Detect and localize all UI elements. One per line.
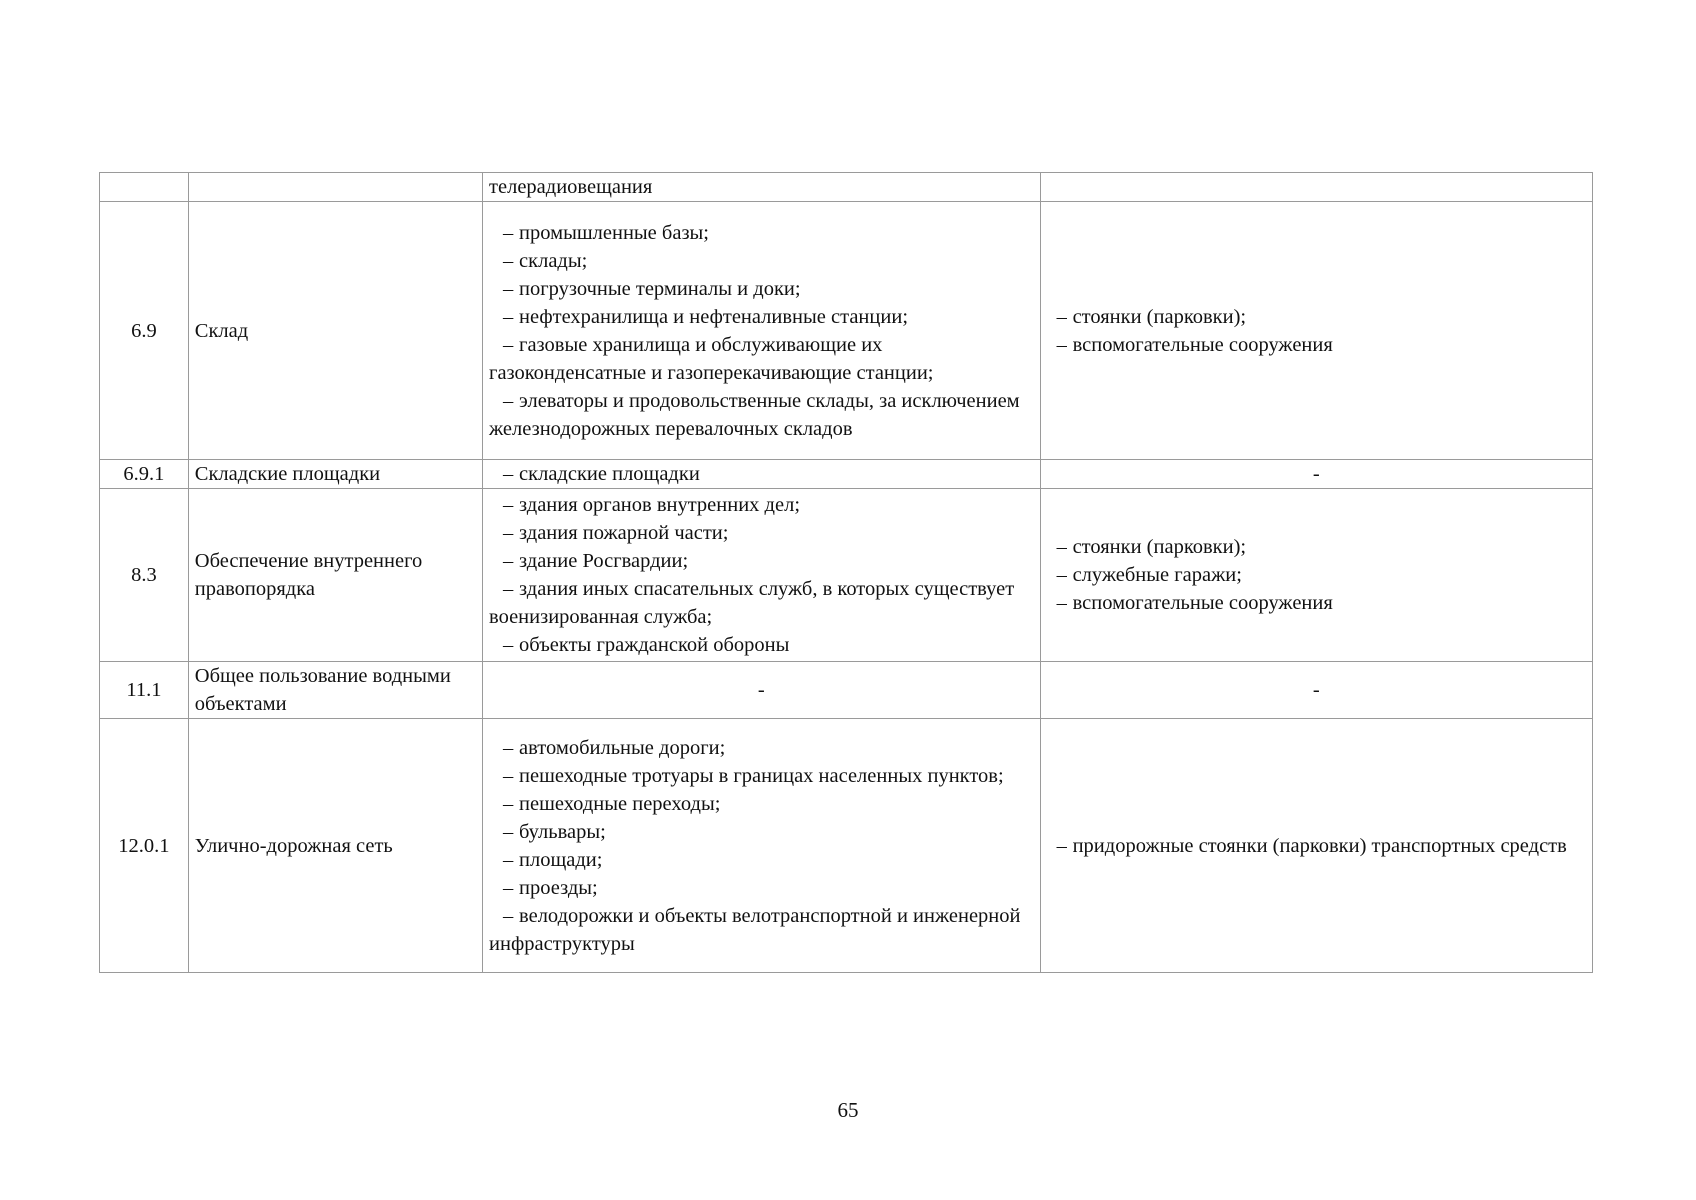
main-uses-cell: телерадиовещания [483,173,1041,202]
code-cell: 8.3 [100,489,189,662]
main-uses-cell: - [483,662,1041,719]
main-uses-cell [483,719,1041,973]
aux-uses-cell [1040,719,1592,973]
list-item: – погрузочные терминалы и доки; [503,277,801,300]
list-item: – велодорожки и объекты велотранспортной и инженерной инфраструктуры [489,904,1021,955]
main-uses-list [489,491,1034,659]
aux-uses-cell [1040,202,1592,460]
main-uses-cell [483,460,1041,489]
list-item: – нефтехранилища и нефтеналивные станции; [503,305,909,328]
table-row [100,719,1593,973]
list-item: – здания пожарной части; [503,522,729,544]
list-item: – газовые хранилища и обслуживающие их газоконденсатные и газоперекачивающие станции; [489,333,934,384]
aux-uses-cell [1040,489,1592,662]
list-item: – склады; [503,249,588,272]
list-item: – промышленные базы; [503,221,710,244]
name-cell: Обеспечение внутреннего правопорядка [188,489,482,662]
list-item: – вспомогательные сооружения [1056,333,1333,356]
list-item: – складские площадки [503,463,700,485]
code-cell: 11.1 [100,662,189,719]
list-item: – вспомогательные сооружения [1056,592,1333,614]
aux-uses-cell: - [1040,662,1592,719]
list-item: – проезды; [503,876,598,899]
list-item: – здания органов внутренних дел; [503,494,801,516]
list-item: – элеваторы и продовольственные склады, за исключением железнодорожных перевалочных складов [489,389,1020,440]
list-item: – площади; [503,848,603,871]
main-uses-list [489,734,1034,958]
name-cell: Складские площадки [188,460,482,489]
code-cell: 12.0.1 [100,719,189,973]
table-row [100,662,1593,719]
list-item: – автомобильные дороги; [503,736,726,759]
main-uses-cell [483,202,1041,460]
name-cell: Общее пользование водными объектами [188,662,482,719]
list-item: – объекты гражданской обороны [503,634,790,656]
list-item: – служебные гаражи; [1056,564,1242,586]
list-item: – пешеходные переходы; [503,792,721,815]
list-item: – бульвары; [503,820,606,843]
aux-uses-list [1047,303,1586,359]
main-uses-cell [483,489,1041,662]
list-item: – здания иных спасательных служб, в которых существует военизированная служба; [489,578,1015,628]
list-item: – стоянки (парковки); [1056,305,1247,328]
aux-uses-cell: - [1040,460,1592,489]
aux-uses-list [1047,832,1586,860]
aux-uses-cell [1040,173,1592,202]
list-item: – пешеходные тротуары в границах населенных пунктов; [503,764,1004,787]
name-cell: Склад [188,202,482,460]
name-cell [188,173,482,202]
main-uses-list [489,219,1034,443]
list-item: – стоянки (парковки); [1056,536,1247,558]
main-uses-list [489,460,1034,488]
table-row [100,489,1593,662]
table-row [100,460,1593,489]
name-cell: Улично-дорожная сеть [188,719,482,973]
list-item: – придорожные стоянки (парковки) транспортных средств [1056,834,1567,857]
code-cell: 6.9.1 [100,460,189,489]
code-cell [100,173,189,202]
list-item: – здание Росгвардии; [503,550,689,572]
land-use-table [99,172,1593,973]
aux-uses-list [1047,533,1586,617]
code-cell: 6.9 [100,202,189,460]
table-row-continuation [100,173,1593,202]
table-row [100,202,1593,460]
page-number: 65 [837,1098,859,1122]
